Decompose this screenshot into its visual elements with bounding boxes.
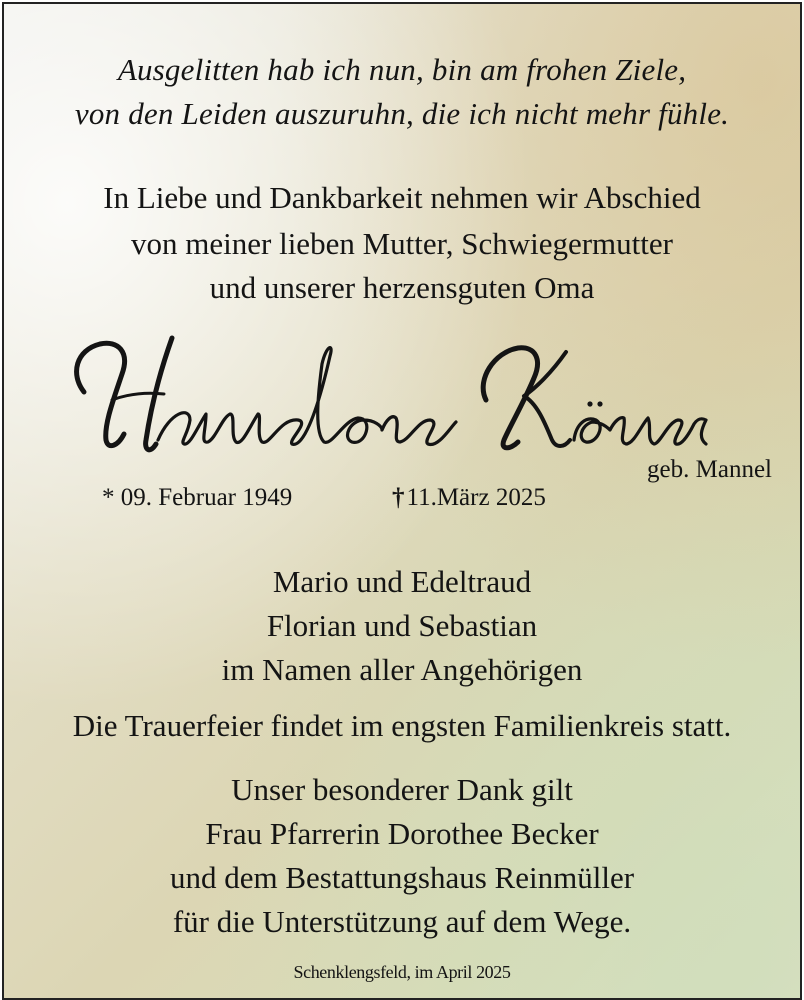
thanks-line-1: Unser besonderer Dank gilt (231, 772, 573, 807)
place-date-footer: Schenklengsfeld, im April 2025 (293, 962, 511, 982)
intro-line-2: von meiner lieben Mutter, Schwiegermutter (131, 226, 673, 261)
deceased-name-script (66, 322, 686, 462)
intro-line-1: In Liebe und Dankbarkeit nehmen wir Abschied (103, 180, 701, 215)
motto-line-2: von den Leiden auszuruhn, die ich nicht mehr fühle. (74, 96, 730, 131)
mourners-line-2: Florian und Sebastian (266, 608, 538, 643)
birth-name: geb. Mannel (647, 456, 772, 483)
birth-date: * 09. Februar 1949 (102, 484, 293, 511)
death-date-text: 11.März 2025 (406, 484, 546, 511)
thanks-line-2: Frau Pfarrerin Dorothee Becker (205, 816, 599, 851)
thanks-line-4: für die Unterstützung auf dem Wege. (172, 904, 632, 939)
funeral-note: Die Trauerfeier findet im engsten Familienkreis statt. (72, 708, 732, 743)
mourners-line-3: im Namen aller Angehörigen (221, 652, 583, 687)
intro-line-3: und unserer herzensguten Oma (209, 270, 595, 305)
obituary-card (2, 2, 802, 1000)
deceased-name (66, 322, 686, 462)
cross-icon: † (392, 484, 405, 511)
motto-line-1: Ausgelitten hab ich nun, bin am frohen Ziele, (117, 52, 687, 87)
thanks-line-3: und dem Bestattungshaus Reinmüller (169, 860, 635, 895)
death-date (392, 484, 546, 512)
mourners-line-1: Mario und Edeltraud (272, 564, 532, 599)
